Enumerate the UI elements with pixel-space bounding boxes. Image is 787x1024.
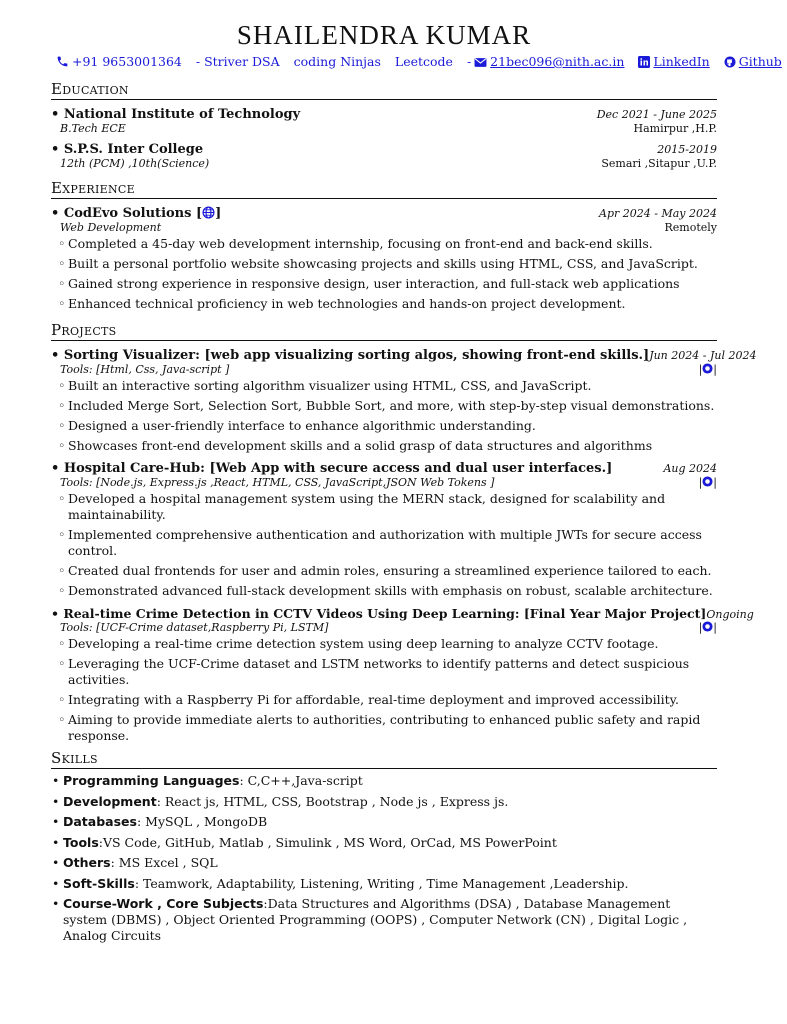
- github-link[interactable]: Github: [724, 54, 782, 69]
- project-tools: Tools: [Html, Css, Java-script ]: [60, 363, 230, 376]
- list-item: ◦ Showcases front-end development skills and a solid grasp of data structures and algorithms: [59, 438, 717, 454]
- project-dates: Aug 2024: [663, 462, 717, 475]
- list-item: ◦ Created dual frontends for user and admin roles, ensuring a streamlined experience tailored to each.: [59, 563, 717, 579]
- list-item: ◦ Developing a real-time crime detection system using deep learning to analyze CCTV footage.: [59, 636, 717, 652]
- project-github-link[interactable]: | |: [698, 476, 717, 489]
- job-role: Web Development: [60, 221, 162, 234]
- project-item: [51, 606, 754, 744]
- degree: 12th (PCM) ,10th(Science): [60, 157, 210, 170]
- list-item: ◦ Enhanced technical proficiency in web technologies and hands-on project development.: [59, 296, 717, 312]
- project-points: [51, 636, 717, 744]
- phone-link[interactable]: +91 9653001364: [56, 54, 182, 69]
- project-item: [51, 348, 757, 454]
- skill-item: • Others: MS Excel , SQL: [51, 855, 717, 871]
- experience-points: [51, 236, 717, 312]
- list-item: ◦ Implemented comprehensive authentication and authorization with multiple JWTs for secure access control.: [59, 527, 717, 559]
- skill-item: • Development: React js, HTML, CSS, Bootstrap , Node js , Express js.: [51, 794, 717, 810]
- list-item: ◦ Integrating with a Raspberry Pi for affordable, real-time deployment and improved accessibility.: [59, 692, 717, 708]
- school-name: • S.P.S. Inter College: [51, 142, 203, 157]
- striver-dsa-link[interactable]: - Striver DSA: [195, 54, 280, 69]
- project-item: [51, 461, 717, 599]
- phone-icon: [56, 55, 69, 68]
- linkedin-link[interactable]: LinkedIn: [638, 54, 709, 69]
- project-title: • Hospital Care-Hub: [Web App with secure access and dual user interfaces.]: [51, 461, 612, 476]
- experience-dates: Apr 2024 - May 2024: [599, 207, 717, 220]
- projects-heading: Projects: [51, 320, 717, 341]
- skill-item: • Tools:VS Code, GitHub, Matlab , Simulink , MS Word, OrCad, MS PowerPoint: [51, 835, 717, 851]
- list-item: ◦ Leveraging the UCF-Crime dataset and LSTM networks to identify patterns and detect suspicious activities.: [59, 656, 717, 688]
- education-dates: Dec 2021 - June 2025: [596, 108, 717, 121]
- project-points: [51, 491, 717, 599]
- experience-heading: Experience: [51, 178, 717, 199]
- project-dates: Jun 2024 - Jul 2024: [649, 349, 757, 362]
- github-icon: [724, 56, 736, 68]
- leetcode-link[interactable]: Leetcode: [394, 54, 453, 69]
- skills-list: [51, 773, 717, 944]
- coding-ninjas-link[interactable]: coding Ninjas: [293, 54, 381, 69]
- email-link[interactable]: - 21bec096@nith.ac.in: [466, 54, 625, 69]
- list-item: ◦ Built an interactive sorting algorithm visualizer using HTML, CSS, and JavaScript.: [59, 378, 717, 394]
- company-name: CodEvo Solutions: [63, 206, 192, 221]
- project-github-link[interactable]: | |: [698, 363, 717, 376]
- contact-bar: [51, 53, 782, 71]
- envelope-icon: [474, 57, 487, 68]
- skills-heading: Skills: [51, 748, 717, 769]
- education-item: [51, 142, 717, 170]
- candidate-name: SHAILENDRA KUMAR: [236, 20, 532, 50]
- globe-icon[interactable]: [202, 206, 215, 219]
- project-points: [51, 378, 717, 454]
- experience-item: • CodEvo Solutions [ ] Apr 2024 - May 2024 Web Development Remotely ◦ Completed a 45-day web development internship, focusing on front-end and back-end skills. ◦ Built a personal portfolio website showcasing projects and skills using HTML, CSS, and JavaScript. ◦ Gained strong experience in responsive design, user interaction, and full-stack web applications ◦ Enhanced technical proficiency in web technologies and hands-on project development.: [51, 206, 717, 312]
- list-item: ◦ Demonstrated advanced full-stack development skills with emphasis on robust, scalable architecture.: [59, 583, 717, 599]
- list-item: ◦ Designed a user-friendly interface to enhance algorithmic understanding.: [59, 418, 717, 434]
- github-icon: [702, 363, 713, 374]
- list-item: ◦ Developed a hospital management system using the MERN stack, designed for scalability and maintainability.: [59, 491, 717, 523]
- skill-item: • Soft-Skills: Teamwork, Adaptability, Listening, Writing , Time Management ,Leadership.: [51, 876, 717, 892]
- project-github-link[interactable]: | |: [698, 621, 717, 634]
- project-tools: Tools: [UCF-Crime dataset,Raspberry Pi, LSTM]: [60, 621, 329, 634]
- project-title: • Real-time Crime Detection in CCTV Videos Using Deep Learning: [Final Year Major Project]: [51, 606, 706, 621]
- list-item: ◦ Included Merge Sort, Selection Sort, Bubble Sort, and more, with step-by-step visual demonstrations.: [59, 398, 717, 414]
- list-item: ◦ Completed a 45-day web development internship, focusing on front-end and back-end skills.: [59, 236, 717, 252]
- list-item: ◦ Aiming to provide immediate alerts to authorities, contributing to enhanced public safety and rapid response.: [59, 712, 717, 744]
- skill-item: • Course-Work , Core Subjects:Data Structures and Algorithms (DSA) , Database Management system (DBMS) , Object Oriented Programming (OOPS) , Computer Network (CN) , Digital Logic , Analog Circuits: [51, 896, 717, 944]
- degree: B.Tech ECE: [60, 122, 126, 135]
- skill-item: • Programming Languages: C,C++,Java-script: [51, 773, 717, 789]
- skill-item: • Databases: MySQL , MongoDB: [51, 814, 717, 830]
- job-location: Remotely: [664, 221, 717, 234]
- project-title: • Sorting Visualizer: [web app visualizing sorting algos, showing front-end skills.]: [51, 348, 649, 363]
- education-dates: 2015-2019: [657, 143, 717, 156]
- education-location: Hamirpur ,H.P.: [633, 122, 717, 135]
- project-dates: Ongoing: [706, 608, 754, 621]
- school-name: • National Institute of Technology: [51, 107, 300, 122]
- education-item: [51, 107, 717, 135]
- education-heading: Education: [51, 79, 717, 100]
- github-icon: [702, 621, 713, 632]
- list-item: ◦ Built a personal portfolio website showcasing projects and skills using HTML, CSS, and JavaScript.: [59, 256, 717, 272]
- github-icon: [702, 476, 713, 487]
- project-tools: Tools: [Node.js, Express.js ,React, HTML, CSS, JavaScript,JSON Web Tokens ]: [60, 476, 495, 489]
- education-location: Semari ,Sitapur ,U.P.: [601, 157, 717, 170]
- linkedin-icon: [638, 56, 650, 68]
- list-item: ◦ Gained strong experience in responsive design, user interaction, and full-stack web applications: [59, 276, 717, 292]
